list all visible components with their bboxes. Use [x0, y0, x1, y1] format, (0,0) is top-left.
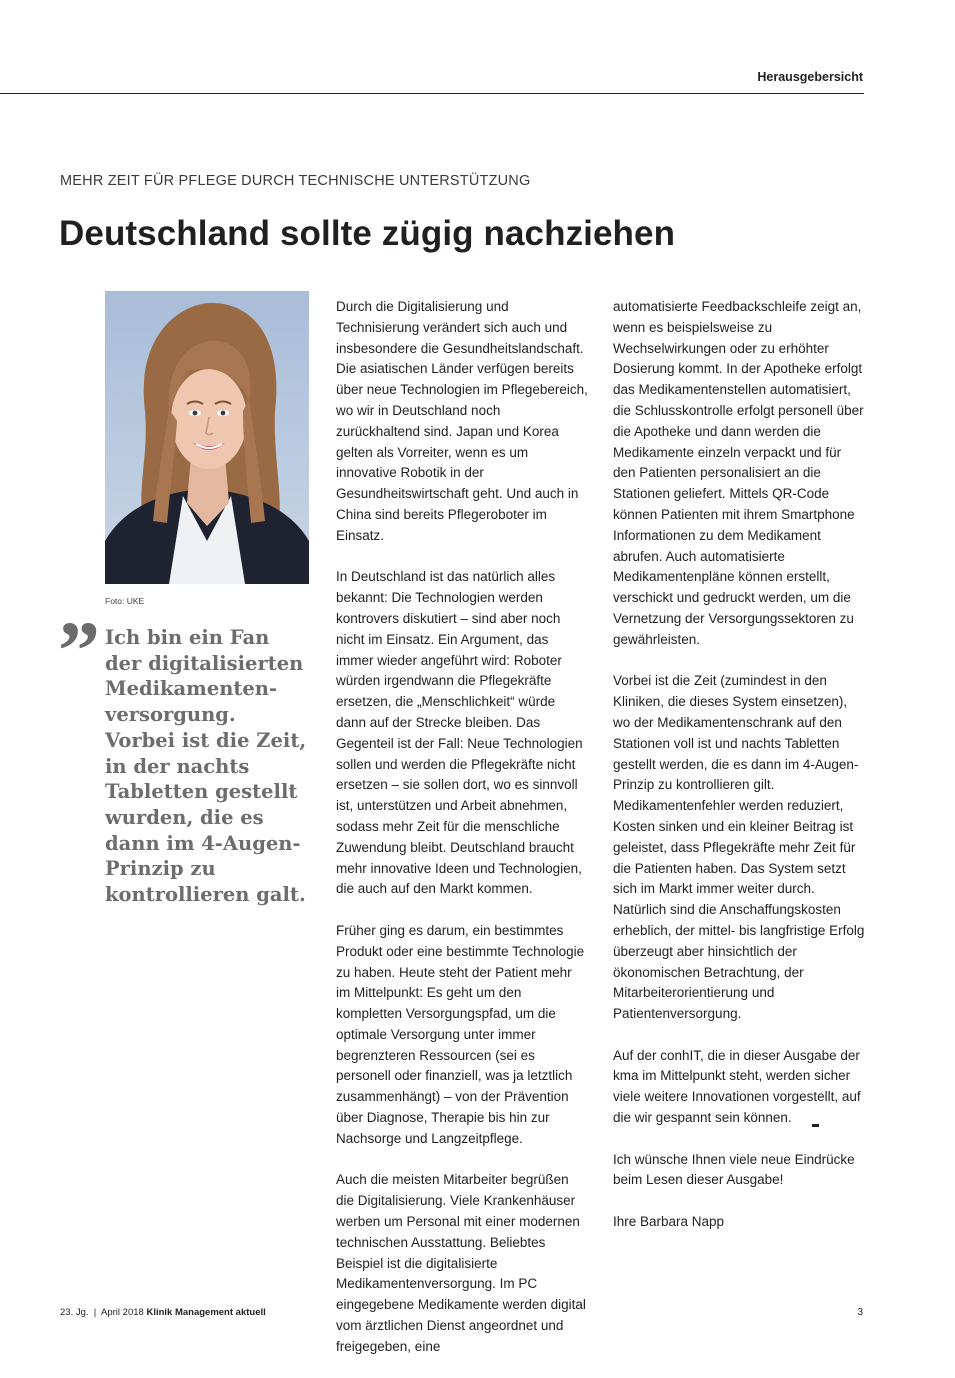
article-column-2 [336, 297, 588, 1378]
article-kicker: MEHR ZEIT FÜR PFLEGE DURCH TECHNISCHE UNTERSTÜTZUNG [60, 173, 531, 189]
paragraph: Auch die meisten Mitarbeiter begrüßen die Digitalisierung. Viele Krankenhäuser werben um Personal mit einer modernen technischen Ausstattung. Beliebtes Beispiel ist die digitalisierte Medikamentenversorgung. Im PC eingegebene Medikamente werden digital vom ärztlichen Dienst angeordnet und freigegeben, eine [336, 1172, 586, 1354]
footer-issue-info [60, 1307, 266, 1318]
end-mark-icon [812, 1124, 819, 1127]
quote-mark-icon: ” [58, 605, 96, 698]
closing-paragraph: Ich wünsche Ihnen viele neue Eindrücke beim Lesen dieser Ausgabe! [613, 1151, 855, 1188]
paragraph: Vorbei ist die Zeit (zumindest in den Kliniken, die dieses System einsetzen), wo der Medikamentenschrank auf den Stationen voll ist und nachts Tabletten gestellt werden, die es dann im 4-Augen-Prinzip zu kontrollieren gilt. Medikamentenfehler werden reduziert, Kosten sinken und ein kleiner Beitrag ist geleistet, dass Pflegekräfte mehr Zeit für die Patienten haben. Das System setzt sich im Markt immer weiter durch. Natürlich sind die Anschaffungskosten erheblich, der mittel- bis langfristige Erfolg überzeugt aber hinsichtlich der ökonomischen Betrachtung, der Mitarbeiterorientierung und Patientenversorgung. [613, 673, 865, 1022]
issue-label: 23. Jg. | April 2018 [60, 1307, 144, 1318]
paragraph: Früher ging es darum, ein bestimmtes Produkt oder eine bestimmte Technologie zu haben. Heute steht der Patient mehr im Mittelpunkt: Es geht um den kompletten Versorgungspfad, um die optimale Versorgung unter immer begrenzteren Ressourcen (sei es personell oder finanziell, was ja letztlich zusammenhängt) – von der Prävention über Diagnose, Therapie bis hin zur Nachsorge und Langzeitpflege. [336, 922, 585, 1146]
pull-quote: Ich bin ein Fan der digitalisierten Medikamenten-versorgung. Vorbei ist die Zeit, in der nachts Tabletten gestellt wurden, die es dann im 4-Augen-Prinzip zu kontrollieren galt. [105, 626, 307, 907]
magazine-name: Klinik Management aktuell [146, 1307, 266, 1318]
paragraph-text: Auf der conhIT, die in dieser Ausgabe der kma im Mittelpunkt steht, werden sicher viele weitere Innovationen vorgestellt, auf die wir gespannt sein können. [613, 1047, 861, 1126]
portrait-illustration [105, 291, 309, 584]
paragraph: Durch die Digitalisierung und Technisierung verändert sich auch und insbesondere die Gesundheitslandschaft. Die asiatischen Länder verfügen bereits über neue Technologien im Pflegebereich, wo wir in Deutschland noch zurückhaltend sind. Japan und Korea gelten als Vorreiter, wenn es um innovative Robotik in der Gesundheitswirtschaft geht. Und auch in China sind bereits Pflegeroboter im Einsatz. [336, 299, 588, 543]
article-column-3 [613, 297, 865, 1254]
photo-caption: Foto: UKE [105, 596, 145, 606]
paragraph: In Deutschland ist das natürlich alles bekannt: Die Technologien werden kontrovers diskutiert – sind aber noch nicht im Einsatz. Ein Argument, das immer wieder angeführt wird: Roboter würden irgendwann die Pflegekräfte ersetzen, die „Menschlichkeit“ würde dann auf der Strecke bleiben. Das Gegenteil ist der Fall: Neue Technologien sollen und werden die Pflegekräfte nicht ersetzen – sie sollen dort, wo es sinnvoll ist, unterstützen und Arbeit abnehmen, sodass mehr Zeit für die menschliche Zuwendung bleibt. Deutschland braucht mehr innovative Ideen und Technologien, die auch auf den Markt kommen. [336, 569, 583, 897]
paragraph: automatisierte Feedbackschleife zeigt an, wenn es beispielsweise zu Wechselwirkungen oder zu erhöhter Dosierung kommt. In der Apotheke erfolgt das Medikamentenstellen automatisiert, die Schlusskontrolle erfolgt personell über die Apotheke und dann werden die Medikamente einzeln verpackt und für den Patienten personalisiert an die Stationen geliefert. Mittels QR-Code können Patienten mit ihrem Smartphone Informationen zu dem Medikament abrufen. Auch automatisierte Medikamentenpläne können erstellt, verschickt und gedruckt werden, um die Vernetzung der Versorgungssektoren zu gewährleisten. [613, 299, 864, 647]
signature: Ihre Barbara Napp [613, 1214, 725, 1230]
author-photo [105, 291, 309, 584]
section-label: Herausgebersicht [757, 70, 863, 84]
article-headline: Deutschland sollte zügig nachziehen [59, 214, 676, 253]
page-number: 3 [857, 1307, 863, 1318]
header-rule [0, 93, 864, 94]
paragraph-with-end-mark [613, 1046, 865, 1129]
